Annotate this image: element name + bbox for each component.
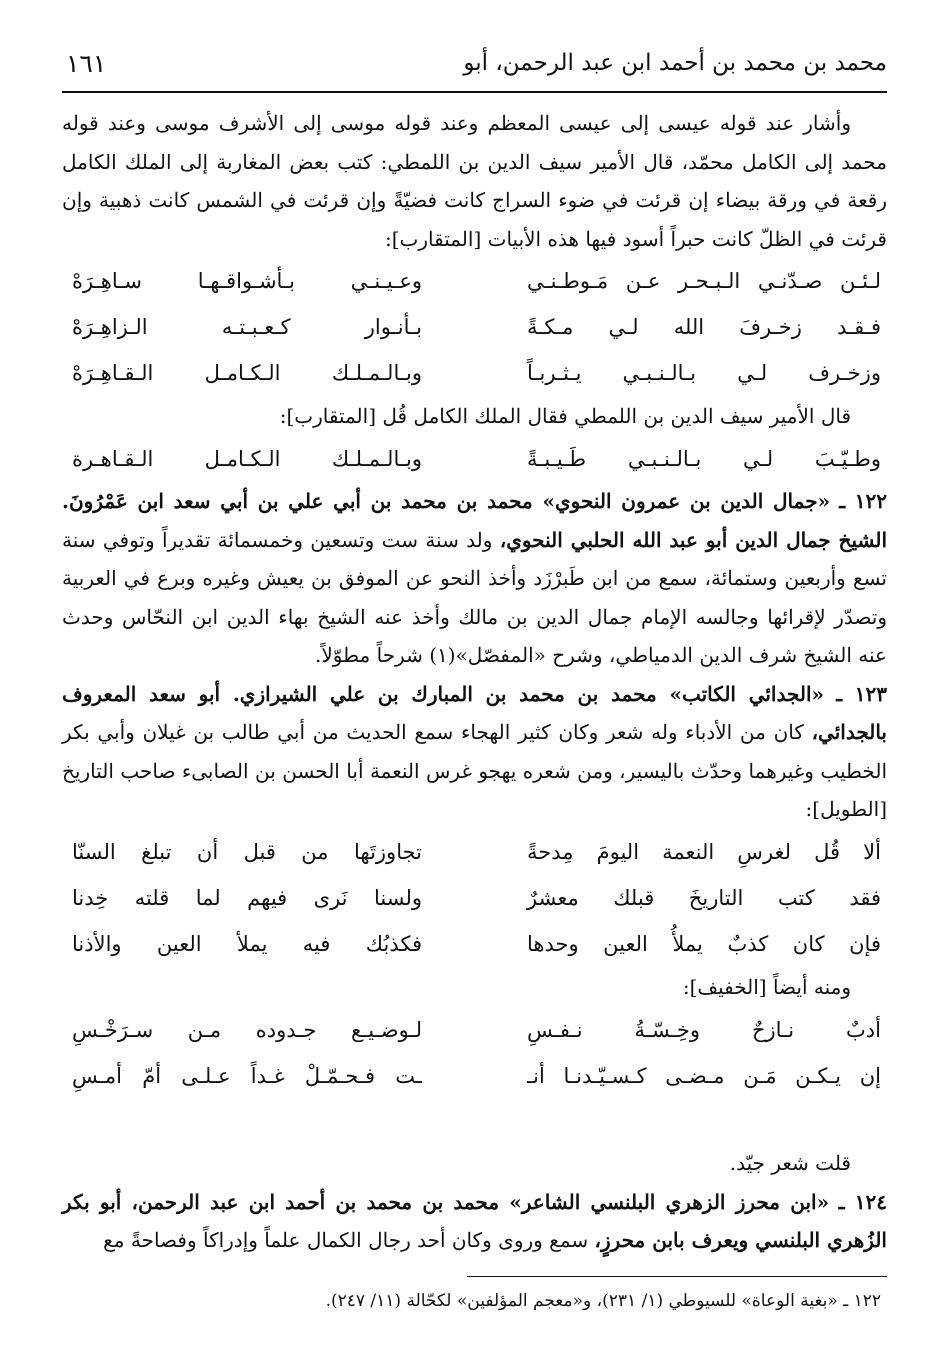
- verse-line: [62, 304, 887, 350]
- entry-body: سمع وروى وكان أحد رجال الكمال علماً وإدراكاً وفصاحةً مع: [103, 1228, 589, 1252]
- verse-line: [62, 875, 887, 921]
- hemistich-first: وطـيّـبَ لـي بـالـنـبـي طَـيـبـةً: [527, 447, 881, 471]
- hemistich-first: فإن كان كذبٌ يملأُ العين وحدها: [527, 931, 881, 956]
- hemistich-first: فـقـد زخـرفَ الله لـي مـكـةً: [527, 315, 881, 339]
- verse-line: [62, 350, 887, 396]
- page-header: [66, 38, 887, 88]
- footnote: ١٢٢ ـ «بغية الوعاة» للسيوطي (١/ ٢٣١)، و«معجم المؤلفين» لكحّالة (١١/ ٢٤٧).: [325, 1291, 881, 1311]
- hemistich-second: وعـيـنـي بـأشـواقـهـا سـاهِـرَهْ: [72, 269, 422, 293]
- also-intro: ومنه أيضاً [الخفيف]:: [682, 974, 851, 999]
- reply-intro: قال الأمير سيف الدين بن اللمطي فقال الملك الكامل قُل [المتقارب]:: [279, 404, 851, 428]
- entry-124: [62, 1183, 887, 1260]
- hemistich-first: إن يـكـن مَـن مـضـى كـسـيّـدنـا أنـ: [527, 1063, 881, 1088]
- hemistich-second: بـأنـوار كـعـبـتـه الـزاهِـرَهْ: [72, 315, 422, 339]
- entry-number: ١٢٢ ـ: [839, 489, 887, 513]
- hemistich-second: تجاوزتَها من قبل أن تبلغ السنّا: [72, 839, 422, 864]
- hemistich-second: لـوضـيـع جـدوده مـن سـرَخْـسِ: [72, 1017, 422, 1042]
- footnote-rule: [467, 1276, 887, 1277]
- closing-remark: قلت شعر جيّد.: [729, 1150, 851, 1175]
- verse-line: [62, 921, 887, 967]
- hemistich-first: لـئـن صـدّنـي الـبـحـر عـن مَـوطـنـي: [527, 269, 881, 293]
- hemistich-first: وزخـرف لـي بـالـنـبـي يـثـربـاً: [527, 361, 881, 385]
- hemistich-second: ـت فـحـمّـلْ غـداً عـلـى أمّ أمـسِ: [72, 1063, 422, 1088]
- hemistich-first: أدبٌ نـازحٌ وخِـسّـةُ نـفـسِ: [527, 1017, 881, 1042]
- verse-line: [62, 1007, 887, 1053]
- page-number: ١٦١: [66, 48, 107, 78]
- entry-body: كان من الأدباء وله شعر وكان كثير الهجاء سمع الحديث من أبي طالب بن غيلان وأبي بكر الخطيب وغيرهما وحدّث باليسير، ومن شعره يهجو غرس النعمة أبا الحسن بن الصابىء صاحب التاريخ [الطويل]:: [62, 720, 887, 821]
- entry-number: ١٢٣ ـ: [836, 681, 888, 706]
- hemistich-second: فكذبُك فيه يملأ العين والأذنا: [72, 931, 422, 956]
- entry-123: [62, 675, 887, 829]
- hemistich-second: ولسنا نَرى فيهم لما قلته خِدنا: [72, 885, 422, 910]
- entry-heading: «جمال الدين بن عمرون النحوي» محمد بن محمد بن أبي علي بن أبي سعد ابن عَمْرُونَ. الشيخ جمال الدين أبو عبد الله الحلبي النحوي،: [62, 489, 887, 552]
- verse-block-2: [62, 829, 887, 967]
- verse-line: [62, 829, 887, 875]
- entry-heading: «الجدائي الكاتب» محمد بن محمد بن المبارك بن علي الشيرازي. أبو سعد المعروف بالجدائي،: [62, 681, 887, 744]
- hemistich-second: وبـالـمـلـك الـكـامـل الـقـاهِـرَهْ: [72, 361, 422, 385]
- hemistich-first: فقد كتب التاريخَ قبلك معشرٌ: [527, 885, 881, 910]
- main-text: [62, 104, 887, 1260]
- running-title: محمد بن محمد بن أحمد ابن عبد الرحمن، أبو: [463, 50, 887, 76]
- spacer: [62, 1099, 887, 1143]
- hemistich-first: ألا قُل لغرسِ النعمة اليومَ مِدحةً: [527, 839, 881, 864]
- verse-line: [62, 258, 887, 304]
- verse-line: [62, 1053, 887, 1099]
- intro-paragraph: وأشار عند قوله عيسى إلى عيسى المعظم وعند قوله موسى إلى الأشرف موسى وعند قوله محمد إلى الكامل محمّد، قال الأمير سيف الدين بن اللمطي: كتب بعض المغاربة إلى الملك الكامل رقعة في ورقة بيضاء إن قرئت في ضوء السراج كانت فضيّةً وإن قرئت في الشمس كانت ذهبية وإن قرئت في الظلّ كانت حبراً أسود فيها هذه الأبيات [المتقارب]:: [62, 111, 887, 251]
- verse-block-1: [62, 258, 887, 396]
- reply-verse: [62, 436, 887, 482]
- entry-heading: «ابن محرز الزهري البلنسي الشاعر» محمد بن محمد بن أحمد ابن عبد الرحمن، أبو بكر الزُهري البلنسي ويعرف بابن محرزٍ،: [62, 1189, 887, 1252]
- entry-122: [62, 482, 887, 675]
- header-rule: [62, 91, 887, 93]
- entry-body: ولد سنة ست وتسعين وخمسمائة تقديراً وتوفي سنة تسع وأربعين وستمائة، سمع من ابن طَبرْزَد وأخذ النحو عن الموفق بن يعيش وغيره وبرع في العربية وتصدّر لإقرائها وجالسه الإمام جمال الدين بن مالك وأخذ عنه الشيخ بهاء الدين ابن النحّاس وحدث عنه الشيخ شرف الدين الدمياطي، وشرح «المفصّل»(١) شرحاً مطوّلاً.: [62, 527, 887, 667]
- hemistich-second: وبـالـمـلـك الـكـامـل الـقـاهـرة: [72, 447, 422, 471]
- verse-block-3: [62, 1007, 887, 1099]
- entry-number: ١٢٤ ـ: [838, 1189, 887, 1214]
